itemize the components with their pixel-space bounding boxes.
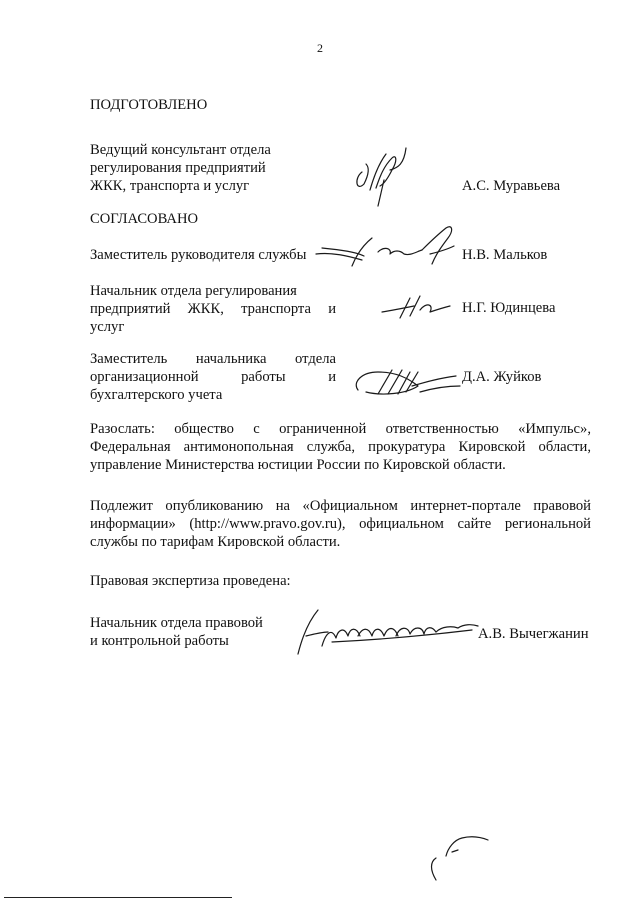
word: правовой [533,498,591,514]
signature-vychegzhanin [292,602,482,662]
word: организационной [90,369,199,385]
paragraph-line: службы по тарифам Кировской области. [90,534,341,550]
word: транспорта [241,301,311,317]
position-line: Начальник отдела регулирования [90,283,297,299]
position-line [90,350,336,368]
word: и [328,369,336,385]
paragraph-line [90,438,591,456]
word: отдела [295,351,336,367]
word: региональной [504,516,591,532]
word: работы [241,369,286,385]
word: интернет-портале [410,498,521,514]
agreed-position-3 [90,350,336,404]
agreed-name-3: Д.А. Жуйков [462,369,542,385]
word: информации» [90,516,176,532]
agreed-name-2: Н.Г. Юдинцева [462,300,556,316]
signature-malkov [312,216,462,276]
position-line: Ведущий консультант отдела [90,142,271,158]
paragraph-line [90,420,591,438]
paragraph-line [90,497,591,515]
word: ЖКК, [187,301,224,317]
publication-paragraph [90,497,591,551]
position-line: и контрольной работы [90,633,229,649]
position-line [90,300,336,318]
signature-yudintseva [380,290,460,326]
word: с [253,421,260,437]
position-line: Начальник отдела правовой [90,615,263,631]
prepared-position [90,141,336,195]
position-line: регулирования предприятий [90,160,266,176]
position-line: Заместитель руководителя службы [90,247,307,263]
paragraph-line: управление Министерства юстиции России по Кировской области. [90,457,506,473]
position-line: бухгалтерского учета [90,387,223,403]
word: Кировской [458,439,526,455]
word: прокуратура [368,439,446,455]
word: области, [538,439,591,455]
word: антимонопольная [183,439,294,455]
word: общество [174,421,234,437]
agreed-heading: СОГЛАСОВАНО [90,211,199,227]
page-number: 2 [317,41,323,55]
word: сайте [457,516,492,532]
word: «Импульс», [518,421,591,437]
agreed-position-2 [90,282,336,336]
word: Разослать: [90,421,155,437]
word: начальника [195,351,267,367]
word: Заместитель [90,351,168,367]
distribution-paragraph [90,420,591,474]
word: ответственностью [385,421,499,437]
agreed-position-1 [90,246,320,264]
prepared-heading: ПОДГОТОВЛЕНО [90,97,208,113]
word: служба, [306,439,356,455]
pen-mark [424,824,494,884]
word: ограниченной [279,421,367,437]
word: официальном [359,516,444,532]
position-line: услуг [90,319,125,335]
word: опубликованию [165,498,264,514]
signature-muravyeva [340,140,420,210]
word: (http://www.pravo.gov.ru), [189,516,346,532]
agreed-name-1: Н.В. Мальков [462,247,548,263]
word: и [328,301,336,317]
word: Подлежит [90,498,153,514]
legal-review-name: А.В. Вычегжанин [478,626,589,642]
position-line [90,368,336,386]
word: Федеральная [90,439,171,455]
signature-zhuikov [348,356,468,404]
prepared-name: А.С. Муравьева [462,178,561,194]
bottom-rule [4,897,232,898]
word: «Официальном [302,498,398,514]
word: на [275,498,290,514]
position-line: ЖКК, транспорта и услуг [90,178,250,194]
word: предприятий [90,301,171,317]
legal-review-statement: Правовая экспертиза проведена: [90,573,291,589]
paragraph-line [90,515,591,533]
